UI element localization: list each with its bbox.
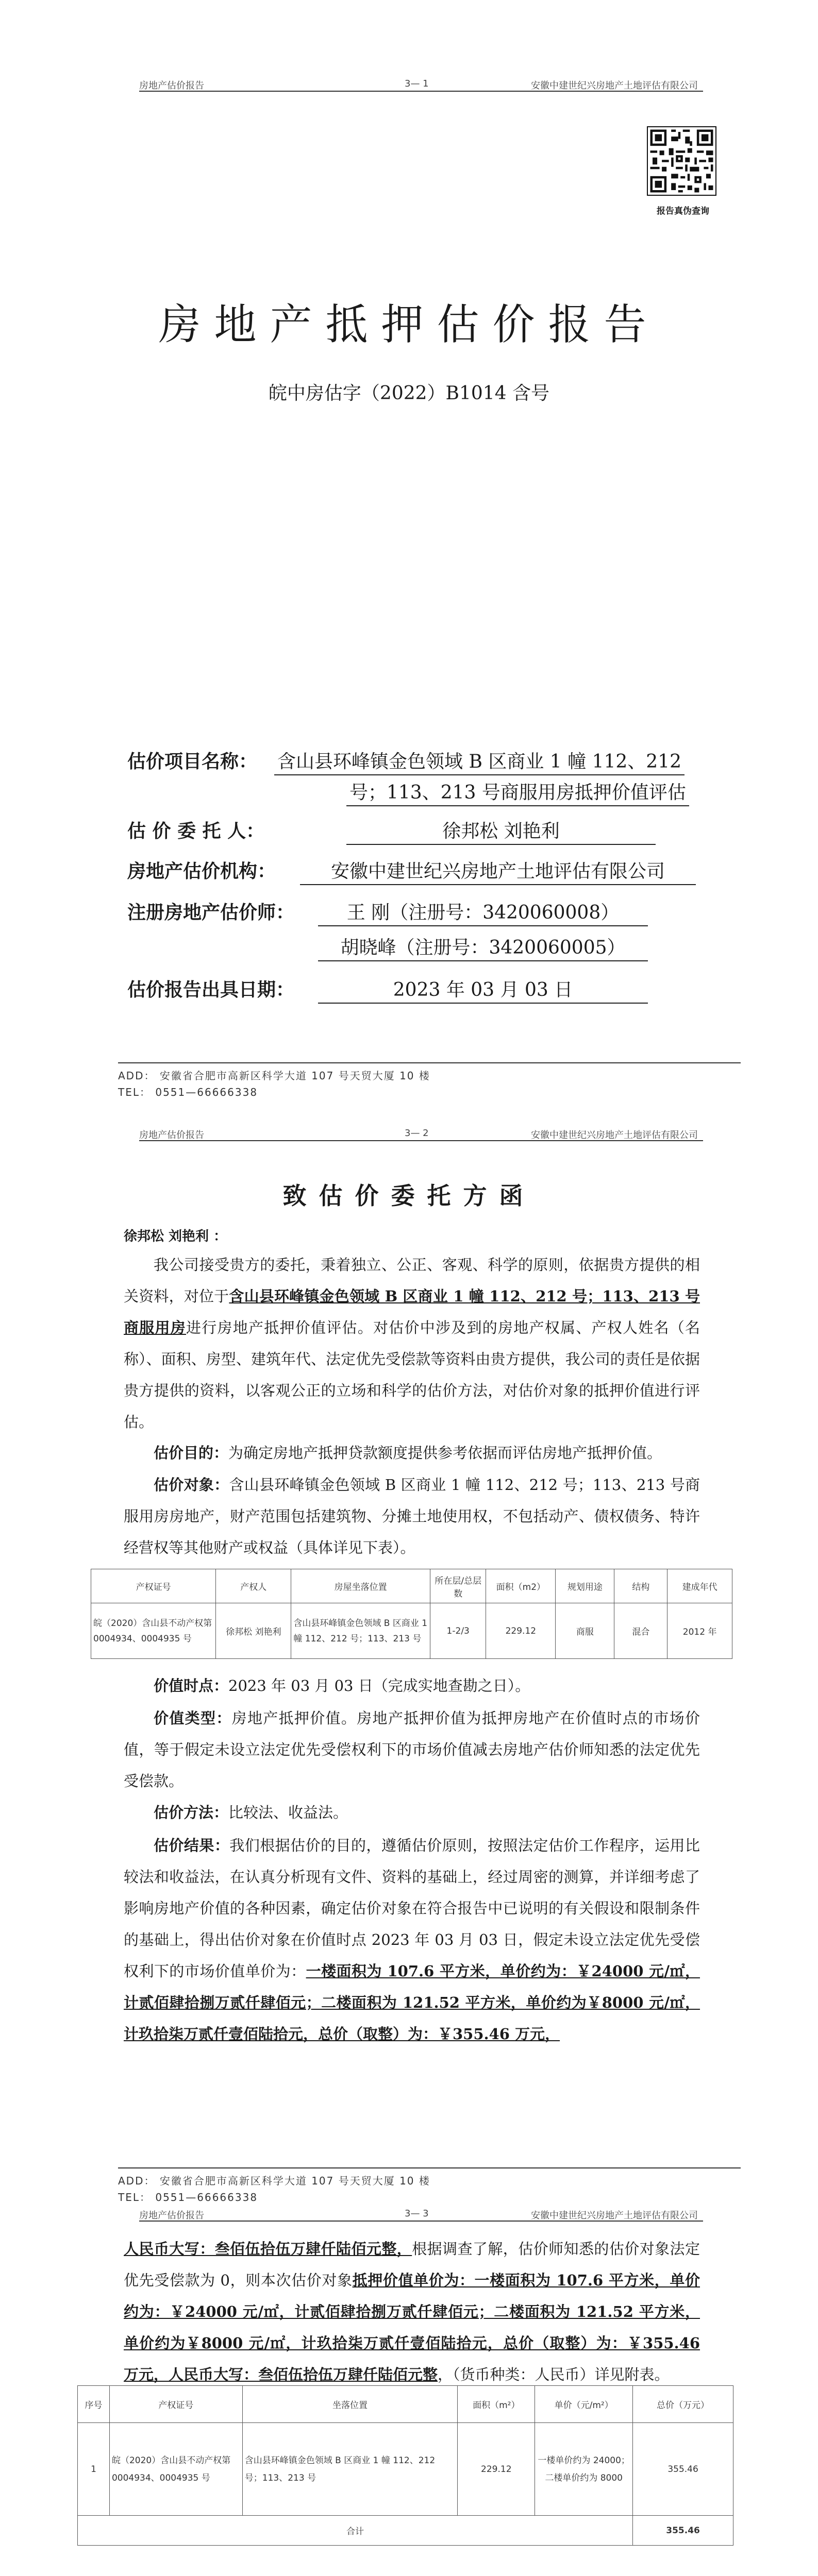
value-type-text: 房地产抵押价值。房地产抵押价值为抵押房地产在价值时点的市场价值，等于假定未设立法定优先受偿权利下的市场价值减去房地产估价师知悉的法定优先受偿款。	[124, 1709, 700, 1790]
agency-label: 房地产估价机构：	[127, 861, 276, 882]
table-row	[91, 1603, 732, 1659]
purpose-text: 为确定房地产抵押贷款额度提供参考依据而评估房地产抵押价值。	[228, 1444, 662, 1462]
report-date-value: 2023 年 03 月 03 日	[318, 975, 648, 1004]
amount-in-words: 人民币大写：叁佰伍拾伍万肆仟陆佰元整，	[124, 2240, 412, 2258]
cell-use: 商服	[556, 1603, 614, 1659]
client-label: 估 价 委 托 人：	[127, 821, 265, 842]
intro-property: 含山县环峰镇金色领域 B 区商业 1 幢 112、212 号；113、213 号商服用房	[124, 1287, 700, 1336]
purpose-paragraph	[124, 1437, 700, 1469]
qr-code-graphic	[648, 127, 715, 195]
agency-value: 安徽中建世纪兴房地产土地评估有限公司	[300, 857, 696, 885]
table-row	[78, 2423, 733, 2516]
col-header: 单价（元/m²）	[535, 2386, 633, 2423]
col-header: 产权人	[216, 1569, 291, 1603]
header-page-number: 3— 1	[405, 78, 429, 89]
col-header: 所在层/总层数	[430, 1569, 486, 1603]
col-header: 规划用途	[556, 1569, 614, 1603]
intro-text-a: 我公司接受贵方的委托，秉着独立、公正、客观、科学的原则，依据贵方提供的相关资料，对位于	[124, 1256, 700, 1305]
value-date-label: 价值时点：	[154, 1677, 229, 1694]
cell-floor: 1-2/3	[430, 1603, 486, 1659]
cell-structure: 混合	[614, 1603, 667, 1659]
page-header	[139, 78, 703, 92]
result-text: 我们根据估价的目的，遵循估价原则，按照法定估价工作程序，运用比较法和收益法，在认真分析现有文件、资料的基础上，经过周密的测算，并详细考虑了影响房地产价值的各种因素，确定估价对象在符合报告中已说明的有关假设和限制条件的基础上，得出估价对象在价值时点 2023 年 03 月 03 日，假定未设立法定优先受偿权利下的市场价值单价为：	[124, 1837, 700, 1980]
intro-text-c: 进行房地产抵押价值评估。对估价中涉及到的房地产权属、产权人姓名（名称）、面积、房型、建筑年代、法定优先受偿款等资料由贵方提供，我公司的责任是依据贵方提供的资料，以客观公正的立场和科学的估价方法，对估价对象的抵押价值进行评估。	[124, 1319, 700, 1431]
cell-owner: 徐邦松 刘艳利	[216, 1603, 291, 1659]
header-right: 安徽中建世纪兴房地产土地评估有限公司	[531, 1130, 698, 1141]
col-header: 房屋坐落位置	[291, 1569, 430, 1603]
value-type-paragraph	[124, 1703, 700, 1797]
sum-value: 355.46	[633, 2516, 733, 2546]
letter-salutation: 徐邦松 刘艳利 ：	[124, 1229, 227, 1244]
page-cover	[0, 0, 818, 1105]
header-page-number: 3— 2	[405, 1128, 429, 1139]
col-header: 产权证号	[91, 1569, 216, 1603]
mortgage-value: 抵押价值单价为：一楼面积为 107.6 平方米，单价约为：￥24000 元/㎡，计贰佰肆拾捌万贰仟肆佰元；二楼面积为 121.52 平方米，单价约为￥8000 元/㎡，计玖拾柒万贰仟壹佰陆拾元，总价（取整）为：￥355.46 万元，人民币大写：叁佰伍拾伍万肆仟陆佰元整	[124, 2272, 700, 2383]
cell-area: 229.12	[458, 2423, 535, 2516]
col-header: 序号	[78, 2386, 110, 2423]
appraisers-label: 注册房地产估价师：	[127, 902, 295, 923]
table-header-row	[78, 2386, 733, 2423]
header-left: 房地产估价报告	[139, 1130, 204, 1141]
qr-code[interactable]	[647, 126, 716, 196]
header-right: 安徽中建世纪兴房地产土地评估有限公司	[531, 80, 698, 91]
value-summary-paragraph	[124, 2233, 700, 2391]
footer-tel: TEL： 0551—66666338	[118, 2191, 258, 2204]
result-values: 一楼面积为 107.6 平方米，单价约为：￥24000 元/㎡，计贰佰肆拾捌万贰仟肆佰元；二楼面积为 121.52 平方米，单价约为￥8000 元/㎡，计玖拾柒万贰仟壹佰陆拾元，总价（取整）为：￥355.46 万元，	[124, 1962, 700, 2043]
cell-location: 含山县环峰镇金色领域 B 区商业 1 幢 112、212 号；113、213 号	[242, 2423, 458, 2516]
qr-caption: 报告真伪查询	[657, 206, 709, 216]
header-left: 房地产估价报告	[139, 2210, 204, 2221]
project-name-line1: 含山县环峰镇金色领域 B 区商业 1 幢 112、212	[274, 747, 685, 775]
cell-year: 2012 年	[667, 1603, 732, 1659]
client-value: 徐邦松 刘艳利	[346, 817, 656, 845]
cell-no: 1	[78, 2423, 110, 2516]
value-date-text: 2023 年 03 月 03 日（完成实地查勘之日）。	[228, 1677, 530, 1694]
appraiser-1: 王 刚（注册号：3420060008）	[318, 898, 648, 926]
header-left: 房地产估价报告	[139, 80, 204, 91]
cell-cert: 皖（2020）含山县不动产权第 0004934、0004935 号	[91, 1603, 216, 1659]
purpose-label: 估价目的：	[154, 1444, 229, 1462]
object-text: 含山县环峰镇金色领域 B 区商业 1 幢 112、212 号；113、213 号商服用房房地产，财产范围包括建筑物、分摊土地使用权，不包括动产、债权债务、特许经营权等其他财产或权益（具体详见下表）。	[124, 1476, 700, 1556]
valuation-table	[77, 2385, 733, 2546]
result-paragraph	[124, 1830, 700, 2050]
page-footer	[118, 1062, 741, 1100]
result-label: 估价结果：	[154, 1837, 230, 1854]
project-name-label: 估价项目名称：	[127, 751, 258, 772]
col-header: 建成年代	[667, 1569, 732, 1603]
letter-title: 致估价委托方函	[282, 1182, 536, 1210]
page-footer	[118, 2167, 741, 2206]
cell-location: 含山县环峰镇金色领域 B 区商业 1 幢 112、212 号；113、213 号	[291, 1603, 430, 1659]
value-date-paragraph	[124, 1670, 700, 1702]
object-label: 估价对象：	[154, 1476, 229, 1494]
cell-price: 一楼单价约为 24000；二楼单价约为 8000	[535, 2423, 633, 2516]
cell-area: 229.12	[486, 1603, 556, 1659]
header-page-number: 3— 3	[405, 2208, 429, 2219]
col-header: 总价（万元）	[633, 2386, 733, 2423]
report-title: 房地产抵押估价报告	[158, 300, 660, 349]
letter-intro	[124, 1249, 700, 1438]
cell-cert: 皖（2020）含山县不动产权第 0004934、0004935 号	[109, 2423, 242, 2516]
footer-address: ADD： 安徽省合肥市高新区科学大道 107 号天贸大厦 10 楼	[118, 1070, 430, 1082]
header-right: 安徽中建世纪兴房地产土地评估有限公司	[531, 2210, 698, 2221]
col-header: 坐落位置	[242, 2386, 458, 2423]
sum-label: 合计	[78, 2516, 633, 2546]
table-header-row	[91, 1569, 732, 1603]
page-header	[139, 1128, 703, 1141]
col-header: 产权证号	[109, 2386, 242, 2423]
col-header: 结构	[614, 1569, 667, 1603]
method-paragraph	[124, 1797, 700, 1828]
property-table	[91, 1569, 732, 1659]
report-date-label: 估价报告出具日期：	[127, 979, 295, 1001]
object-paragraph	[124, 1469, 700, 1564]
priority-text: 根据调查了解，估价师知悉的估价对象法定优先受偿款为 0，则本次估价对象	[124, 2240, 700, 2289]
page-header	[139, 2208, 703, 2222]
table-sum-row	[78, 2516, 733, 2546]
cell-total: 355.46	[633, 2423, 733, 2516]
appraiser-2: 胡晓峰（注册号：3420060005）	[318, 933, 648, 961]
col-header: 面积（m²）	[458, 2386, 535, 2423]
method-label: 估价方法：	[154, 1804, 229, 1821]
col-header: 面积（m2）	[486, 1569, 556, 1603]
see-table-text: ，（货币种类：人民币）详见附表。	[438, 2366, 670, 2383]
value-type-label: 价值类型：	[154, 1709, 232, 1727]
project-name-line2: 号；113、213 号商服用房抵押价值评估	[346, 778, 689, 806]
footer-tel: TEL： 0551—66666338	[118, 1086, 258, 1098]
footer-address: ADD： 安徽省合肥市高新区科学大道 107 号天贸大厦 10 楼	[118, 2175, 430, 2187]
method-text: 比较法、收益法。	[228, 1804, 348, 1821]
report-number: 皖中房估字（2022）B1014 含号	[268, 383, 550, 404]
